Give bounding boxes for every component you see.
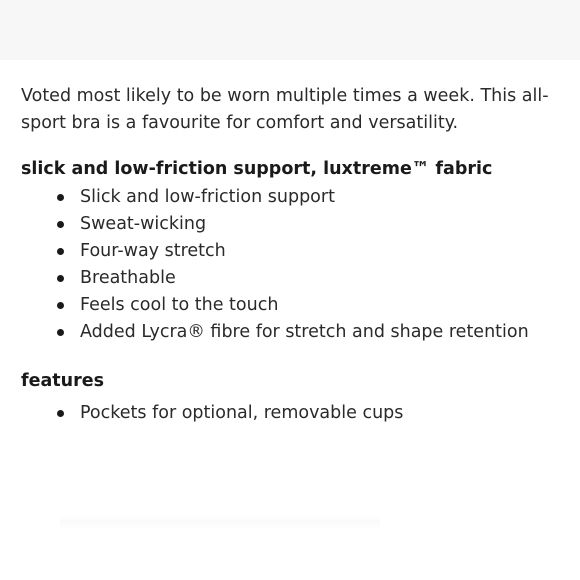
bullet-icon [57,194,64,201]
bullet-icon [57,302,64,309]
list-item [21,319,566,346]
list-item-text: Pockets for optional, removable cups [80,403,404,423]
list-item-text: Added Lycra® fibre for stretch and shape retention [80,322,529,342]
fabric-heading: slick and low-friction support, luxtreme™ fabric [21,159,493,179]
bullet-icon [57,275,64,282]
bullet-icon [57,248,64,255]
list-item [21,400,566,427]
bottom-fade [60,515,380,529]
bullet-icon [57,329,64,336]
bullet-icon [57,410,64,417]
product-description [21,83,566,427]
list-item-text: Four-way stretch [80,241,226,261]
list-item [21,292,566,319]
list-item-text: Breathable [80,268,176,288]
list-item-text: Feels cool to the touch [80,295,279,315]
list-item [21,238,566,265]
list-item-text: Slick and low-friction support [80,187,335,207]
list-item [21,211,566,238]
intro-text: Voted most likely to be worn multiple times a week. This all-sport bra is a favourite for comfort and versatility. [21,86,549,133]
features-list [21,400,566,427]
features-heading: features [21,371,105,391]
bullet-icon [57,221,64,228]
list-item [21,265,566,292]
list-item [21,184,566,211]
fabric-list [21,184,566,346]
top-band [0,0,580,60]
list-item-text: Sweat-wicking [80,214,207,234]
